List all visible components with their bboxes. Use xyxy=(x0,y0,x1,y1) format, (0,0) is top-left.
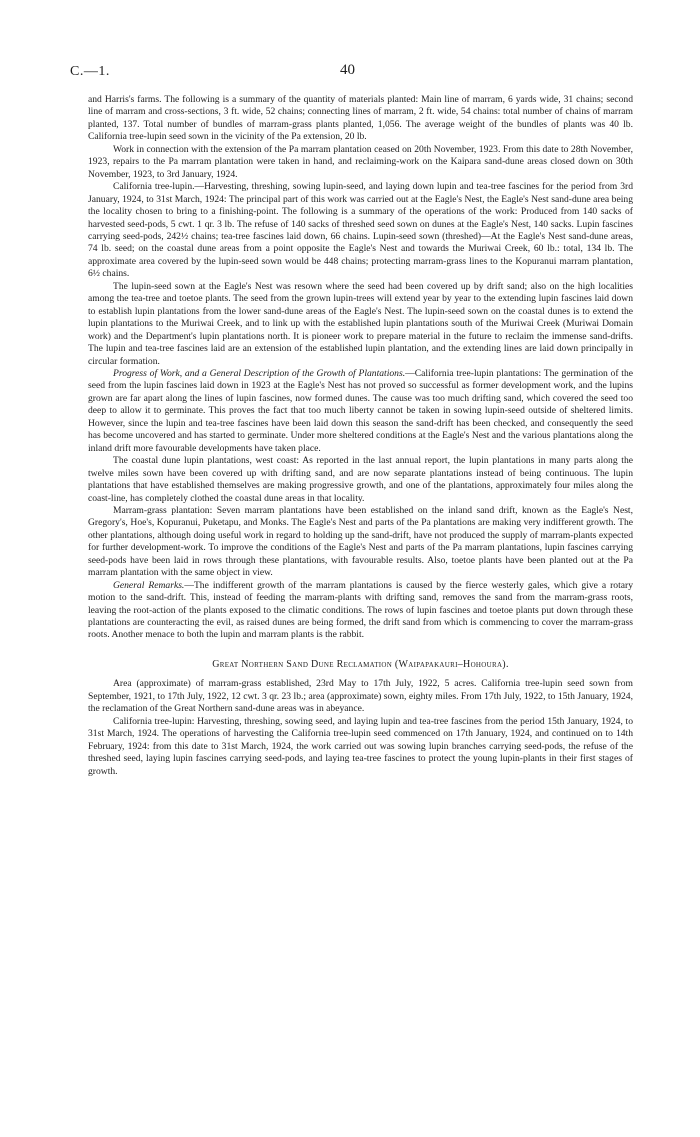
paragraph: The coastal dune lupin plantations, west coast: As reported in the last annual report, the lupin plantations in many parts along the twelve miles sown have been covered up with drifting sand, and are now separate plantations instead of being continuous. The lupin plantations that have established themselves are making progressive growth, and one of the plantations, approximately four miles along the coast-line, has completely clothed the coastal dune areas in that locality. xyxy=(88,455,633,504)
paragraph: and Harris's farms. The following is a summary of the quantity of materials planted: Main line of marram, 6 yards wide, 31 chains; second line of marram and cross-sections, 3 ft. wide, 52 chains; connecting lines of marram, 2 ft. wide, 54 chains: total number of chains of marram planted, 137. Total number of bundles of marram-grass plants planted, 1,056. The average weight of the bundles of plants was 40 lb. California tree-lupin seed sown in the vicinity of the Pa extension, 20 lb. xyxy=(88,94,633,143)
paragraph: Marram-grass plantation: Seven marram plantations have been established on the inland sand drift, known as the Eagle's Nest, Gregory's, Hoe's, Kopuranui, Puketapu, and Monks. The Eagle's Nest and parts of the Pa plantations are making very indifferent growth. The other plantations, although doing useful work in regard to holding up the sand-drift, have not produced the supply of marram-plants expected for further development-work. To improve the conditions of the Eagle's Nest and parts of the Pa marram plantations, lupin fascines carrying seed-pods have been laid in rows through these plantations, with favourable results. Also, toetoe plants have been planted out at the Pa marram plantation with the same object in view. xyxy=(88,504,633,579)
paragraph: California tree-lupin: Harvesting, threshing, sowing seed, and laying lupin and tea-tree fascines from the period 15th January, 1924, to 31st March, 1924. The operations of harvesting the California tree-lupin seed commenced on 17th January, 1924, and continued on to 14th February, 1924: from this date to 31st March, 1924, the work carried out was sowing lupin branches carrying seed-pods, the refuse of the threshed seed, laying lupin fascines carrying seed-pods, and laying tea-tree fascines to protect the young lupin-plants in their first stages of growth. xyxy=(88,715,633,777)
paragraph: California tree-lupin.—Harvesting, threshing, sowing lupin-seed, and laying down lupin and tea-tree fascines for the period from 3rd January, 1924, to 31st March, 1924: The principal part of this work was carried out at the Eagle's Nest, the Eagle's Nest sand-dune area being the locality chosen to bring to a finishing-point. The following is a summary of the operations of the work: Produced from 140 sacks of harvested seed-pods, 5 cwt. 1 qr. 3 lb. The refuse of 140 sacks of threshed seed sown on dunes at the Eagle's Nest, 140 sacks. Lupin fascines carrying seed-pods, 242½ chains; tea-tree fascines laid down, 66 chains. Lupin-seed sown (threshed)—At the Eagle's Nest sand-dune areas, 74 lb. seed; on the coastal dune areas from a point opposite the Eagle's Nest and towards the Muriwai Creek, 60 lb.: total, 134 lb. The approximate area covered by the lupin-seed sown would be 448 chains; protecting marram-grass lines to the Kopuranui marram plantation, 6½ chains. xyxy=(88,181,633,280)
paragraph: Work in connection with the extension of the Pa marram plantation ceased on 20th November, 1923. From this date to 28th November, 1923, repairs to the Pa marram plantation were taken in hand, and reclaiming-work on the Kaipara sand-dune areas closed down on 30th November, 1923, to 3rd January, 1924. xyxy=(88,143,633,180)
document-body xyxy=(88,94,633,778)
paragraph-text: —California tree-lupin plantations: The germination of the seed from the lupin fascines laid down in 1923 at the Eagle's Nest has not proved so successful as former development work, and the lupins grown are far apart along the lines of lupin fascines, now formed dunes. The cause was too much drifting sand, which covered the seed too deep to allow it to germinate. This proves the fact that too much liberty cannot be taken in sowing lupin-seed outside of sheltered limits. However, since the lupin and tea-tree fascines have been laid down this season the sand-drift has been checked, and consequently the seed has become uncovered and has started to germinate. Under more sheltered conditions at the Eagle's Nest and the various plantations along the inland drift more favourable developments have taken place. xyxy=(88,367,634,454)
paragraph-title: General Remarks. xyxy=(112,579,185,591)
document-reference: C.—1. xyxy=(70,64,110,79)
paragraph xyxy=(88,580,633,642)
paragraph xyxy=(88,368,633,455)
page-number: 40 xyxy=(340,62,355,78)
paragraph: Area (approximate) of marram-grass established, 23rd May to 17th July, 1922, 5 acres. California tree-lupin seed sown from September, 1921, to 17th July, 1922, 12 cwt. 3 qr. 23 lb.; area (approximate) sown, eighty miles. From 17th July, 1922, to 15th January, 1924, the reclamation of the Great Northern sand-dune areas was in abeyance. xyxy=(88,678,633,715)
paragraph: The lupin-seed sown at the Eagle's Nest was resown where the seed had been covered up by drift sand; also on the high localities among the tea-tree and toetoe plants. The seed from the grown lupin-trees will extend year by year to the extending lupin fascines laid down to establish lupin plantations from the lower sand-dune areas of the Eagle's Nest. The lupin-seed sown on the coastal dunes is to extend the lupin plantations to the Muriwai Creek, and to link up with the established lupin plantations south of the Muriwai Creek (Muriwai Domain work) and the Department's lupin plantations north. It is pioneer work to prepare material in the future to reclaim the immense sand-drifts. The lupin and tea-tree fascines laid are an extension of the established lupin plantation, and the extending lines are laid down principally in circular formation. xyxy=(88,280,633,367)
paragraph-title: Progress of Work, and a General Description of the Growth of Plantations. xyxy=(112,367,406,379)
paragraph-text: —The indifferent growth of the marram plantations is caused by the fierce westerly gales, which give a rotary motion to the sand-drift. This, instead of feeding the marram-plants with drifting sand, removes the sand from the marram-grass roots, leaving the root-action of the plants exposed to the climatic conditions. The rows of lupin fascines and toetoe plants put down through these plantations are counteracting the evil, as raised dunes are being formed, the drift sand from which is commencing to cover the marram-grass roots. Another menace to both the lupin and marram plants is the rabbit. xyxy=(88,579,633,641)
section-heading: Great Northern Sand Dune Reclamation (Waipapakauri–Hohoura). xyxy=(212,658,509,670)
